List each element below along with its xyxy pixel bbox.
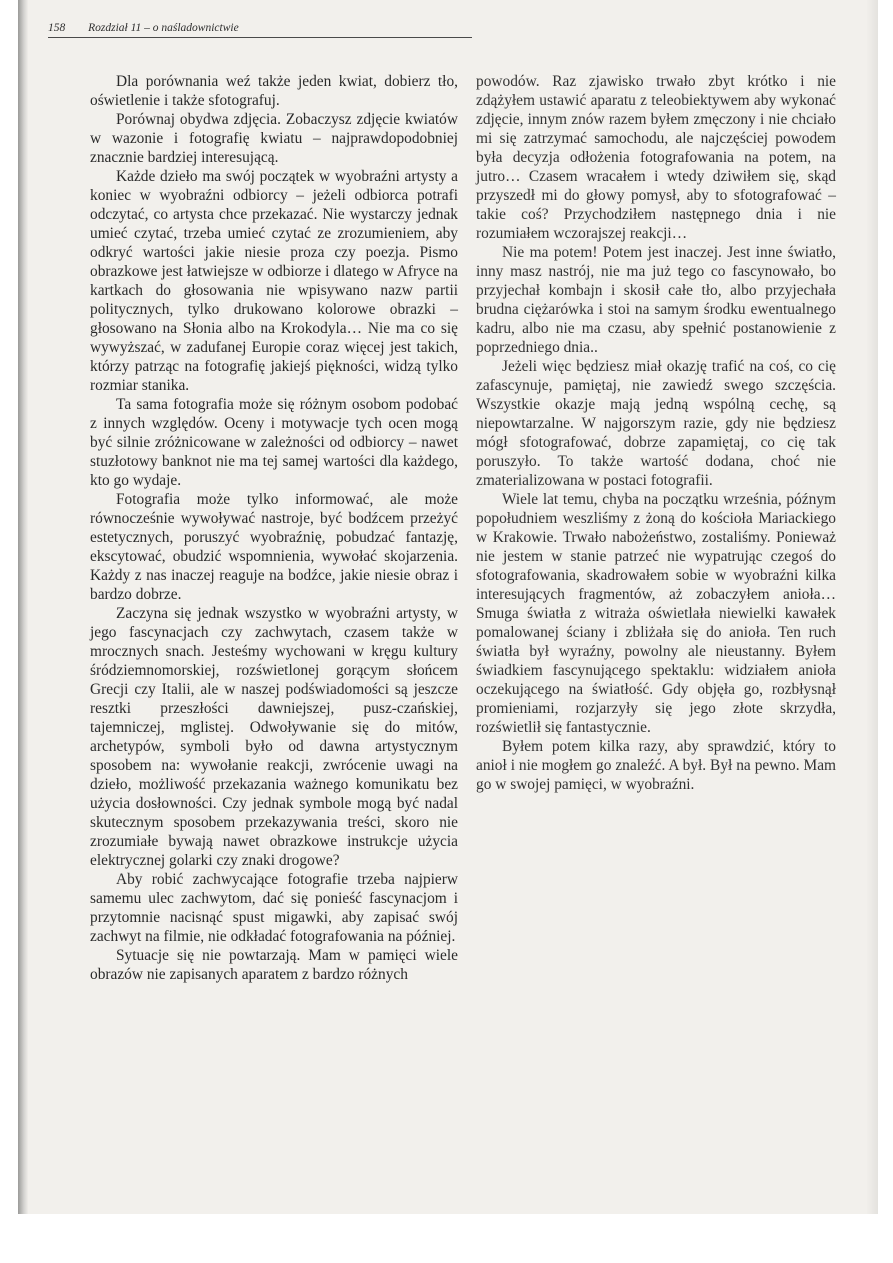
paragraph: Fotografia może tylko informować, ale może równocześnie wywoływać nastroje, być bodźcem przeżyć estetycznych, poruszyć wyobraźnię, pobudzać fantazję, ekscytować, obudzić wspomnienia, wywołać skojarzenia. Każdy z nas inaczej reaguje na bodźce, jakie niesie obraz i bardzo dobrze. xyxy=(90,491,458,603)
paragraph-continuation: powodów. Raz zjawisko trwało zbyt krótko i nie zdążyłem ustawić aparatu z teleobiektywem aby wykonać zdjęcie, innym znów razem byłem zmęczony i nie chciało mi się zatrzymać samochodu, ale najczęściej powodem była decyzja odłożenia fotografowania na potem, na jutro… Czasem wracałem i wtedy dziwiłem się, skąd przyszedł mi do głowy pomysł, aby to sfotografować – takie coś? Przychodziłem następnego dnia i nie rozumiałem wczorajszej reakcji… xyxy=(476,73,836,242)
paragraph: Wiele lat temu, chyba na początku września, późnym popołudniem weszliśmy z żoną do kościoła Mariackiego w Krakowie. Trwało nabożeństwo, zostaliśmy. Ponieważ nie jestem w stanie patrzeć nie wypatrując czegoś do sfotografowania, skadrowałem sobie w wyobraźni kilka interesujących fragmentów, aż zobaczyłem anioła… Smuga światła z witraża oświetlała niewielki kawałek pomalowanej ściany i zbliżała się do anioła. Ten ruch światła był wyraźny, powolny ale nieustanny. Byłem świadkiem fascynującego spektaklu: widziałem anioła oczekującego na światłość. Gdy objęła go, rozbłysnął promieniami, rozjarzyły się jego złote skrzydła, rozświetlił się fantastycznie. xyxy=(476,491,836,736)
paragraph: Aby robić zachwycające fotografie trzeba najpierw samemu ulec zachwytom, dać się ponieść fascynacjom i przytomnie nacisnąć spust migawki, aby zapisać swój zachwyt na filmie, nie odkładać fotografowania na później. xyxy=(90,871,458,945)
paragraph: Zaczyna się jednak wszystko w wyobraźni artysty, w jego fascynacjach czy zachwytach, czasem także w mrocznych snach. Jesteśmy wychowani w kręgu kultury śródziemnomorskiej, rozświetlonej gorącym słońcem Grecji czy Italii, ale w naszej podświadomości są jeszcze resztki przeszłości dawniejszej, pusz-czańskiej, tajemniczej, mglistej. Odwoływanie się do mitów, archetypów, symboli było od dawna artystycznym sposobem na: wywołanie reakcji, zwrócenie uwagi na dzieło, możliwość przekazania ważnego komunikatu bez użycia dosłowności. Czy jednak symbole mogą być nadal skutecznym sposobem przekazywania treści, skoro nie zrozumiałe bywają nawet obrazkowe instrukcje użycia elektrycznej golarki czy znaki drogowe? xyxy=(90,605,458,869)
paragraph: Byłem potem kilka razy, aby sprawdzić, który to anioł i nie mogłem go znaleźć. A był. Był na pewno. Mam go w swojej pamięci, w wyobraźni. xyxy=(476,738,836,793)
paragraph: Porównaj obydwa zdjęcia. Zobaczysz zdjęcie kwiatów w wazonie i fotografię kwiatu – najprawdopodobniej znacznie bardziej interesującą. xyxy=(90,111,458,166)
left-column xyxy=(90,72,458,984)
paragraph: Ta sama fotografia może się różnym osobom podobać z innych względów. Oceny i motywacje tych ocen mogą być silnie zróżnicowane w zależności od odbiorcy – nawet stuzłotowy banknot nie ma tej samej wartości dla każdego, kto go wydaje. xyxy=(90,396,458,489)
paragraph: Nie ma potem! Potem jest inaczej. Jest inne światło, inny masz nastrój, nie ma już tego co fascynowało, bo przyjechał kombajn i skosił całe tło, albo przyjechała brudna ciężarówka i stoi na samym środku ewentualnego kadru, albo nie ma czasu, aby spełnić postanowienie z poprzedniego dnia.. xyxy=(476,244,836,356)
paragraph: Jeżeli więc będziesz miał okazję trafić na coś, co cię zafascynuje, pamiętaj, nie zawiedź swego szczęścia. Wszystkie okazje mają jedną wspólną cechę, są niepowtarzalne. W najgorszym razie, gdy nie będziesz mógł sfotografować, dobrze zapamiętaj, co cię tak poruszyło. To także wartość dodana, choć nie zmaterializowana w postaci fotografii. xyxy=(476,358,836,489)
paragraph: Sytuacje się nie powtarzają. Mam w pamięci wiele obrazów nie zapisanych aparatem z bardzo różnych xyxy=(90,947,458,983)
chapter-title: Rozdział 11 – o naśladownictwie xyxy=(88,22,239,34)
page-number: 158 xyxy=(48,22,66,34)
paragraph: Każde dzieło ma swój początek w wyobraźni artysty a koniec w wyobraźni odbiorcy – jeżeli odbiorca potrafi odczytać, co artysta chce przekazać. Nie wystarczy jednak umieć czytać, trzeba umieć czytać ze zrozumieniem, aby odkryć wartości jakie niesie proza czy poezja. Pismo obrazkowe jest łatwiejsze w odbiorze i dlatego w Afryce na kartkach do głosowania nie wpisywano nazw partii politycznych, tylko drukowano kolorowe obrazki – głosowano na Słonia albo na Krokodyla… Nie ma co się wywyższać, w zadufanej Europie coraz więcej jest takich, którzy patrząc na fotografię jakiejś piękności, widzą tylko rozmiar stanika. xyxy=(90,168,458,394)
page-edge-shadow xyxy=(866,0,878,1214)
right-column xyxy=(476,72,836,794)
paragraph: Dla porównania weź także jeden kwiat, dobierz tło, oświetlenie i także sfotografuj. xyxy=(90,73,458,109)
running-header xyxy=(48,22,472,38)
book-spine-shadow xyxy=(18,0,28,1214)
scanned-page xyxy=(18,0,878,1214)
